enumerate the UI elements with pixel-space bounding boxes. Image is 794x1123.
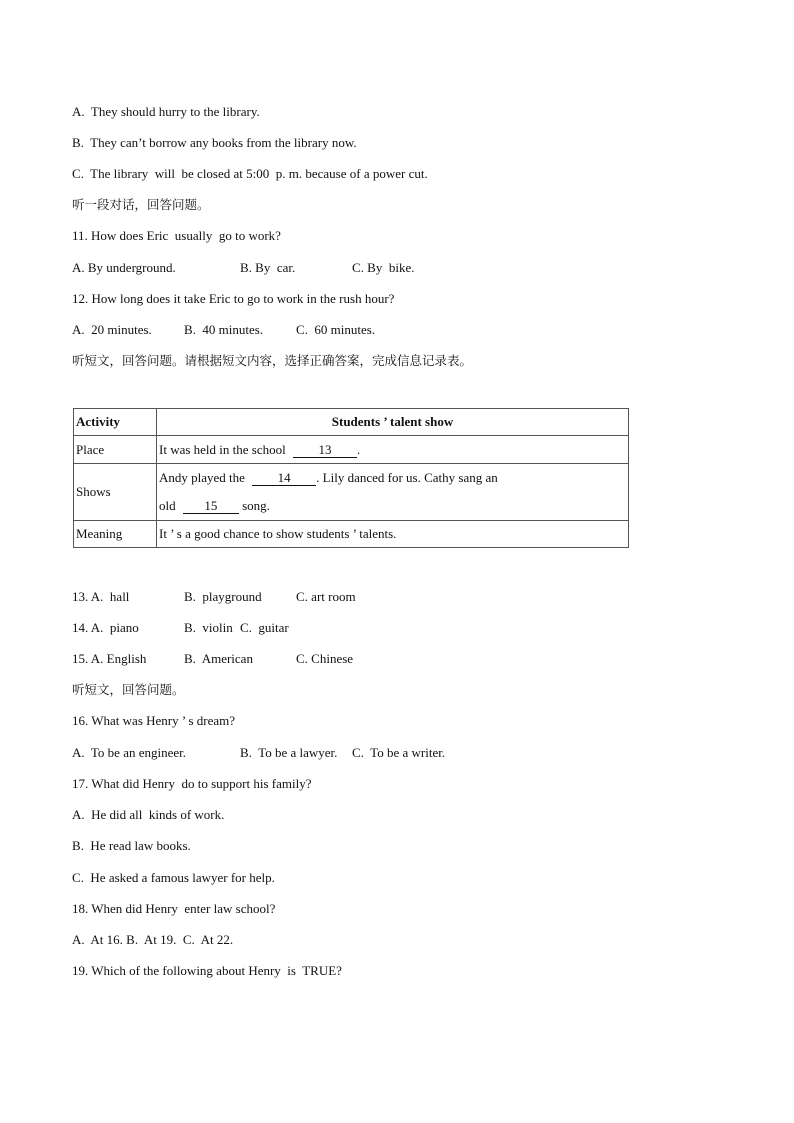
blank-14: 14: [252, 471, 316, 486]
table-header-title: Students ’ talent show: [157, 409, 629, 436]
shows-line-1: [159, 464, 626, 492]
table-row: [74, 464, 629, 521]
question-11: 11. How does Eric usually go to work?: [72, 228, 281, 243]
table-label-meaning: Meaning: [74, 521, 157, 548]
table-label-place: Place: [74, 436, 157, 464]
q17-option-a: A. He did all kinds of work.: [72, 807, 225, 822]
talent-show-table: [73, 408, 629, 548]
shows-text-3: old: [159, 498, 176, 513]
option-c-q10: C. The library will be closed at 5:00 p. m. because of a power cut.: [72, 166, 428, 181]
q15-option-b: B. American: [184, 651, 253, 666]
shows-line-2: [159, 492, 626, 520]
question-17: 17. What did Henry do to support his family?: [72, 776, 312, 791]
q16-option-b: B. To be a lawyer.: [240, 745, 338, 760]
q11-option-c: C. By bike.: [352, 260, 415, 275]
table-label-shows: Shows: [74, 464, 157, 521]
option-a-q10: A. They should hurry to the library.: [72, 104, 260, 119]
section-instruction-passage-2: 听短文，回答问题。: [72, 682, 185, 697]
place-text: It was held in the school: [159, 441, 286, 457]
q14-option-c: C. guitar: [240, 620, 289, 635]
shows-text-2: . Lily danced for us. Cathy sang an: [316, 470, 498, 485]
section-instruction-passage: 听短文，回答问题。请根据短文内容，选择正确答案，完成信息记录表。: [72, 353, 473, 368]
q17-option-c: C. He asked a famous lawyer for help.: [72, 870, 275, 885]
section-instruction-dialogue: 听一段对话，回答问题。: [72, 197, 210, 212]
option-b-q10: B. They can’t borrow any books from the library now.: [72, 135, 357, 150]
table-cell-place: [157, 436, 629, 464]
q13-option-a: 13. A. hall: [72, 589, 130, 604]
blank-13: 13: [293, 443, 357, 458]
q14-option-b: B. violin: [184, 620, 233, 635]
q16-option-a: A. To be an engineer.: [72, 745, 187, 760]
shows-text-4: song.: [242, 498, 270, 513]
question-16: 16. What was Henry ’ s dream?: [72, 713, 236, 728]
q12-option-a: A. 20 minutes.: [72, 322, 152, 337]
q13-option-c: C. art room: [296, 589, 356, 604]
table-header-activity: Activity: [74, 409, 157, 436]
q15-option-a: 15. A. English: [72, 651, 147, 666]
place-end: .: [356, 441, 361, 457]
q15-option-c: C. Chinese: [296, 651, 354, 666]
question-12: 12. How long does it take Eric to go to work in the rush hour?: [72, 291, 395, 306]
blank-15: 15: [183, 499, 239, 514]
question-18: 18. When did Henry enter law school?: [72, 901, 276, 916]
q13-option-b: B. playground: [184, 589, 262, 604]
shows-text-1: Andy played the: [159, 470, 245, 485]
table-cell-shows: [157, 464, 629, 521]
q14-option-a: 14. A. piano: [72, 620, 139, 635]
q11-option-a: A. By underground.: [72, 260, 176, 275]
q16-option-c: C. To be a writer.: [352, 745, 446, 760]
q11-option-b: B. By car.: [240, 260, 296, 275]
table-row: [74, 521, 629, 548]
q12-option-c: C. 60 minutes.: [296, 322, 376, 337]
table-cell-meaning: It ’ s a good chance to show students ’ talents.: [157, 521, 629, 548]
q12-option-b: B. 40 minutes.: [184, 322, 264, 337]
table-row: [74, 436, 629, 464]
table-row: [74, 409, 629, 436]
q17-option-b: B. He read law books.: [72, 838, 191, 853]
q18-options: A. At 16. B. At 19. C. At 22.: [72, 932, 234, 947]
question-19: 19. Which of the following about Henry is TRUE?: [72, 963, 342, 978]
